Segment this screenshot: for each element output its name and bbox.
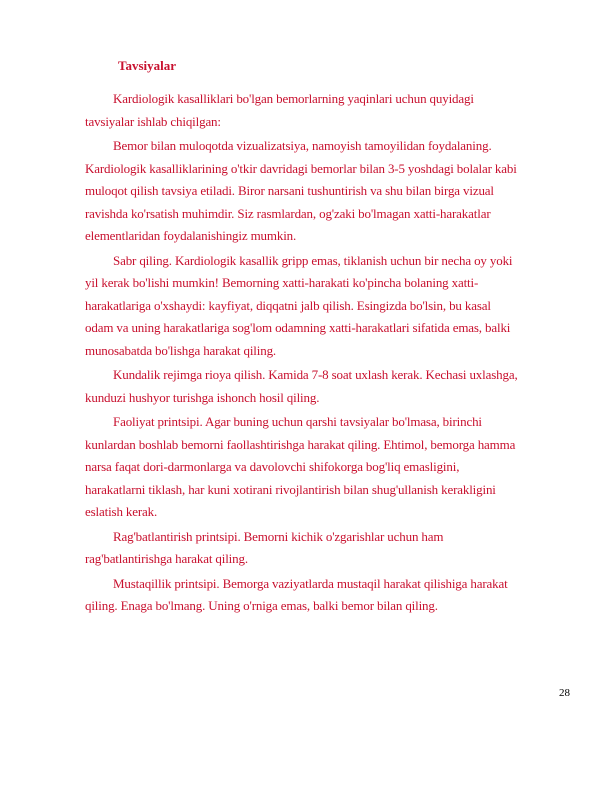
paragraph-encouragement-principle: Rag'batlantirish printsipi. Bemorni kichik o'zgarishlar uchun ham rag'batlantirishga harakat qiling.	[85, 528, 444, 566]
body-text	[85, 88, 567, 620]
page-number: 28	[559, 687, 570, 699]
paragraph-visualization: Bemor bilan muloqotda vizualizatsiya, namoyish tamoyilidan foydalaning. Kardiologik kasalliklarining o'tkir davridagi bemorlar bilan 3-5 yoshdagi bolalar kabi muloqot qilish tavsiya etiladi. Biror narsani tushuntirish va shu bilan birga vizual ravishda ko'rsatish muhimdir. Siz rasmlardan, og'zaki bo'lmagan xatti-harakatlar elementlaridan foydalanishingiz mumkin.	[85, 138, 517, 243]
paragraph-patience: Sabr qiling. Kardiologik kasallik gripp emas, tiklanish uchun bir necha oy yoki yil kerak bo'lishi mumkin! Bemorning xatti-harakati ko'pincha bolaning xatti- harakatlariga o'xshaydi: kayfiyat, diqqatni jalb qilish. Esingizda bo'lsin, bu kasal odam va uning harakatlariga sog'lom odamning xatti-harakatlari sifatida emas, balki munosabatda bo'lishga harakat qiling.	[85, 252, 513, 358]
paragraph-activity-principle: Faoliyat printsipi. Agar buning uchun qarshi tavsiyalar bo'lmasa, birinchi kunlardan boshlab bemorni faollashtirishga harakat qiling. Ehtimol, bemorga hamma narsa faqat dori-darmonlarga va davolovchi shifokorga bog'liq emasligini, harakatlarni tiklash, har kuni xotirani rivojlantirish bilan shug'ullanish kerakligini eslatish kerak.	[85, 414, 516, 519]
paragraph-independence-principle: Mustaqillik printsipi. Bemorga vaziyatlarda mustaqil harakat qilishiga harakat qiling. Enaga bo'lmang. Uning o'rniga emas, balki bemor bilan qiling.	[85, 575, 508, 613]
section-heading: Tavsiyalar	[118, 58, 177, 73]
paragraph-intro: Kardiologik kasalliklari bo'lgan bemorlarning yaqinlari uchun quyidagi tavsiyalar ishlab chiqilgan:	[85, 91, 474, 129]
paragraph-daily-routine: Kundalik rejimga rioya qilish. Kamida 7-8 soat uxlash kerak. Kechasi uxlashga, kunduzi hushyor turishga ishonch hosil qiling.	[85, 367, 518, 405]
